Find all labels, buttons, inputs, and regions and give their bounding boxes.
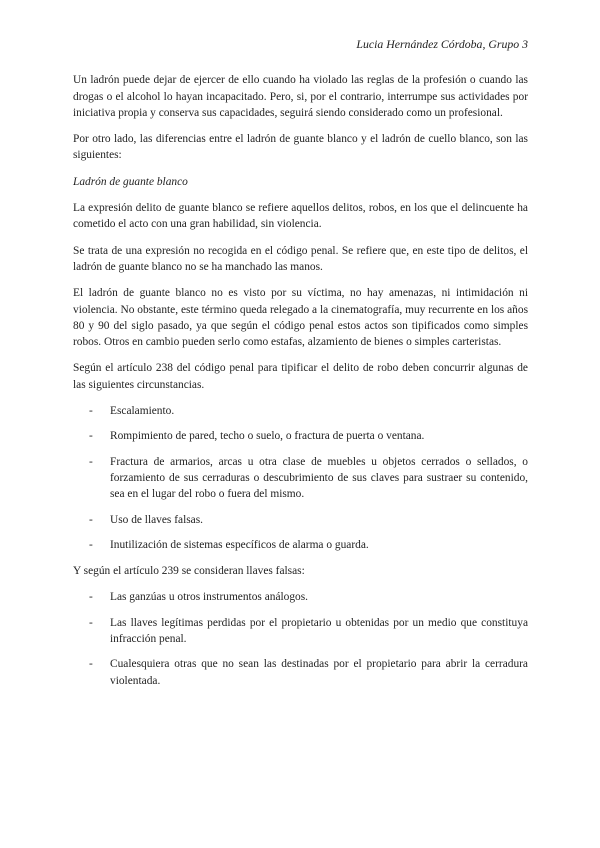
list-item <box>73 428 528 444</box>
dash-bullet: - <box>89 513 93 526</box>
paragraph-5: El ladrón de guante blanco no es visto por su víctima, no hay amenazas, ni intimidación ni violencia. No obstante, este término queda relegado a la cinematografía, muy recurrente en los años 80 y 90 del siglo pasado, ya que según el código penal estos actos son tipificados como simples robos. Otros en cambio pueden serlo como estafas, alzamiento de bienes o simples carteristas. <box>73 287 528 349</box>
list-item-text: Las llaves legítimas perdidas por el propietario u obtenidas por un medio que constituya infracción penal. <box>110 616 528 646</box>
dash-bullet: - <box>89 455 93 468</box>
list-item-text: Las ganzúas u otros instrumentos análogos. <box>110 591 309 604</box>
list-item <box>73 615 528 648</box>
list-item-text: Escalamiento. <box>110 405 175 418</box>
paragraph-7: Y según el artículo 239 se consideran llaves falsas: <box>73 565 305 578</box>
list-item <box>73 512 528 528</box>
paragraph-1: Un ladrón puede dejar de ejercer de ello cuando ha violado las reglas de la profesión o cuando las drogas o el alcohol lo hayan incapacitado. Pero, si, por el contrario, interrumpe sus actividades por iniciativa propia y conserva sus capacidades, seguirá siendo considerado como un profesional. <box>73 74 528 119</box>
page-header-author: Lucia Hernández Córdoba, Grupo 3 <box>356 37 528 51</box>
false-keys-list <box>73 589 528 688</box>
dash-bullet: - <box>89 616 93 629</box>
list-item <box>73 403 528 419</box>
list-item-text: Rompimiento de pared, techo o suelo, o fractura de puerta o ventana. <box>110 430 425 443</box>
list-item <box>73 589 528 605</box>
paragraph-3: La expresión delito de guante blanco se refiere aquellos delitos, robos, en los que el delincuente ha cometido el acto con una gran habilidad, sin violencia. <box>73 202 528 231</box>
dash-bullet: - <box>89 591 93 604</box>
dash-bullet: - <box>89 405 93 418</box>
circumstances-list <box>73 403 528 553</box>
dash-bullet: - <box>89 658 93 671</box>
dash-bullet: - <box>89 538 93 551</box>
list-item-text: Fractura de armarios, arcas u otra clase de muebles u objetos cerrados o sellados, o forzamiento de sus cerraduras o descubrimiento de sus claves para sustraer su contenido, sea en el lugar del robo o fuera del mismo. <box>110 455 528 501</box>
paragraph-6: Según el artículo 238 del código penal para tipificar el delito de robo deben concurrir algunas de las siguientes circunstancias. <box>73 362 528 391</box>
list-item-text: Uso de llaves falsas. <box>110 513 203 526</box>
list-item-text: Cualesquiera otras que no sean las destinadas por el propietario para abrir la cerradura violentada. <box>110 658 528 687</box>
paragraph-4: Se trata de una expresión no recogida en el código penal. Se refiere que, en este tipo de delitos, el ladrón de guante blanco no se ha manchado las manos. <box>73 244 528 273</box>
paragraph-2: Por otro lado, las diferencias entre el ladrón de guante blanco y el ladrón de cuello blanco, son las siguientes: <box>73 133 528 162</box>
list-item <box>73 454 528 503</box>
list-item <box>73 537 528 553</box>
list-item-text: Inutilización de sistemas específicos de alarma o guarda. <box>110 538 369 551</box>
list-item <box>73 656 528 689</box>
section-subtitle: Ladrón de guante blanco <box>73 175 188 188</box>
dash-bullet: - <box>89 430 93 443</box>
